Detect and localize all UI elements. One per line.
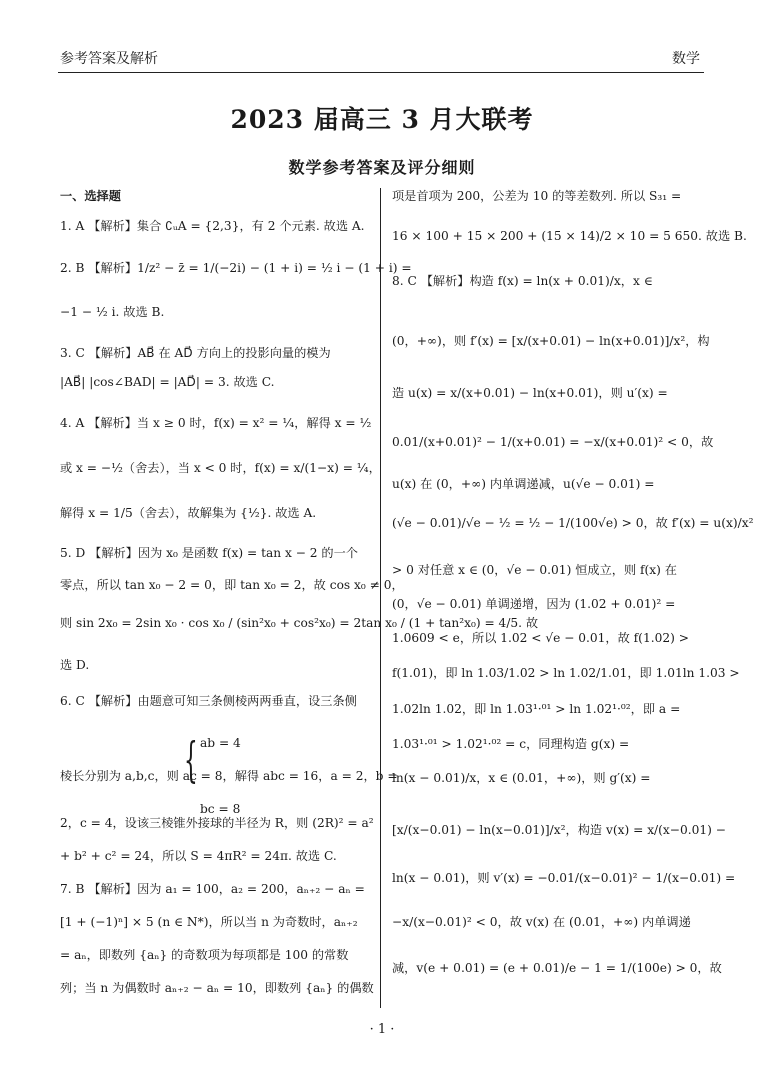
text-line: + b² + c² = 24，所以 S = 4πR² = 24π. 故选 C. bbox=[60, 849, 337, 863]
text-line: 解得 x = 1/5（舍去），故解集为 {½}. 故选 A. bbox=[60, 506, 317, 520]
text-line: [x/(x−0.01) − ln(x−0.01)]/x²，构造 v(x) = x/(x−0.01) − bbox=[392, 823, 726, 837]
column-divider bbox=[380, 188, 381, 1008]
text-line: [1 + (−1)ⁿ] × 5 (n ∈ N*)，所以当 n 为奇数时，aₙ₊₂ bbox=[60, 915, 358, 929]
text-line: 2. B 【解析】1/z² − z̄ = 1/(−2i) − (1 + i) = ½ i − (1 + i) = bbox=[60, 261, 412, 275]
system-row-bc: bc = 8 bbox=[200, 802, 241, 816]
text-line: > 0 对任意 x ∈ (0，√e − 0.01) 恒成立，则 f(x) 在 bbox=[392, 563, 677, 577]
text-line: ln(x − 0.01)/x，x ∈ (0.01，+∞)，则 g′(x) = bbox=[392, 771, 651, 785]
text-line: 3. C 【解析】AB⃗ 在 AD⃗ 方向上的投影向量的模为 bbox=[60, 346, 331, 360]
system-row-ab: ab = 4 bbox=[200, 736, 241, 750]
right-column bbox=[392, 188, 754, 1008]
text-line: 列；当 n 为偶数时 aₙ₊₂ − aₙ = 10，即数列 {aₙ} 的偶数 bbox=[60, 981, 374, 995]
page-title: 2023 届高三 3 月大联考 bbox=[230, 105, 534, 134]
text-line: 8. C 【解析】构造 f(x) = ln(x + 0.01)/x，x ∈ bbox=[392, 274, 653, 288]
header-section-label: 参考答案及解析 bbox=[60, 51, 158, 67]
text-line: 4. A 【解析】当 x ≥ 0 时，f(x) = x² = ¼，解得 x = ½ bbox=[60, 416, 372, 430]
text-line: 零点，所以 tan x₀ − 2 = 0，即 tan x₀ = 2，故 cos x₀ ≠ 0， bbox=[60, 578, 404, 592]
text-line: |AB⃗| |cos∠BAD| = |AD⃗| = 3. 故选 C. bbox=[60, 375, 275, 389]
text-line: 1. A 【解析】集合 ∁ᵤA = {2,3}，有 2 个元素. 故选 A. bbox=[60, 219, 365, 233]
text-line: 16 × 100 + 15 × 200 + (15 × 14)/2 × 10 = 5 650. 故选 B. bbox=[392, 229, 747, 243]
text-line: 或 x = −½（舍去），当 x < 0 时，f(x) = x/(1−x) = ¼， bbox=[60, 461, 381, 475]
text-line: 减，v(e + 0.01) = (e + 0.01)/e − 1 = 1/(100e) > 0，故 bbox=[392, 961, 722, 975]
page-subtitle: 数学参考答案及评分细则 bbox=[288, 158, 476, 177]
text-line: 造 u(x) = x/(x+0.01) − ln(x+0.01)，则 u′(x) = bbox=[392, 386, 668, 400]
header-subject-label: 数学 bbox=[672, 51, 700, 67]
text-line: 项是首项为 200，公差为 10 的等差数列. 所以 S₃₁ = bbox=[392, 189, 682, 203]
header-divider bbox=[58, 72, 704, 73]
text-line: u(x) 在 (0，+∞) 内单调递减，u(√e − 0.01) = bbox=[392, 477, 655, 491]
text-line: 1.02ln 1.02，即 ln 1.03¹·⁰¹ > ln 1.02¹·⁰²，即 a = bbox=[392, 702, 681, 716]
text-line: (0，+∞)，则 f′(x) = [x/(x+0.01) − ln(x+0.01)]/x²，构 bbox=[392, 334, 710, 348]
text-line: 7. B 【解析】因为 a₁ = 100，a₂ = 200，aₙ₊₂ − aₙ = bbox=[60, 882, 365, 896]
text-line: (√e − 0.01)/√e − ½ = ½ − 1/(100√e) > 0，故 f′(x) = u(x)/x² bbox=[392, 516, 754, 530]
page-number: · 1 · bbox=[369, 1022, 395, 1037]
text-line: 5. D 【解析】因为 x₀ 是函数 f(x) = tan x − 2 的一个 bbox=[60, 546, 358, 560]
text-line: −x/(x−0.01)² < 0，故 v(x) 在 (0.01，+∞) 内单调递 bbox=[392, 915, 691, 929]
text-line: 2，c = 4，设该三棱锥外接球的半径为 R，则 (2R)² = a² bbox=[60, 816, 374, 830]
text-line: f(1.01)，即 ln 1.03/1.02 > ln 1.02/1.01，即 1.01ln 1.03 > bbox=[392, 666, 740, 680]
text-line: 选 D. bbox=[60, 658, 90, 672]
text-line: 则 sin 2x₀ = 2sin x₀ · cos x₀ / (sin²x₀ + cos²x₀) = 2tan x₀ / (1 + tan²x₀) = 4/5. 故 bbox=[60, 616, 539, 630]
text-line: 1.0609 < e，所以 1.02 < √e − 0.01，故 f(1.02) > bbox=[392, 631, 689, 645]
section-heading: 一、选择题 bbox=[60, 189, 121, 203]
text-line: = aₙ，即数列 {aₙ} 的奇数项为每项都是 100 的常数 bbox=[60, 948, 349, 962]
text-line: 棱长分别为 a,b,c，则 ac = 8，解得 abc = 16，a = 2，b = bbox=[60, 769, 398, 783]
text-line: 0.01/(x+0.01)² − 1/(x+0.01) = −x/(x+0.01)² < 0，故 bbox=[392, 435, 714, 449]
system-brace: { bbox=[184, 732, 198, 788]
text-line: −1 − ½ i. 故选 B. bbox=[60, 305, 165, 319]
text-line: 6. C 【解析】由题意可知三条侧棱两两垂直，设三条侧 bbox=[60, 694, 357, 708]
text-line: ln(x − 0.01)，则 v′(x) = −0.01/(x−0.01)² − 1/(x−0.01) = bbox=[392, 871, 736, 885]
text-line: 1.03¹·⁰¹ > 1.02¹·⁰² = c，同理构造 g(x) = bbox=[392, 737, 630, 751]
text-line: (0，√e − 0.01) 单调递增，因为 (1.02 + 0.01)² = bbox=[392, 597, 676, 611]
